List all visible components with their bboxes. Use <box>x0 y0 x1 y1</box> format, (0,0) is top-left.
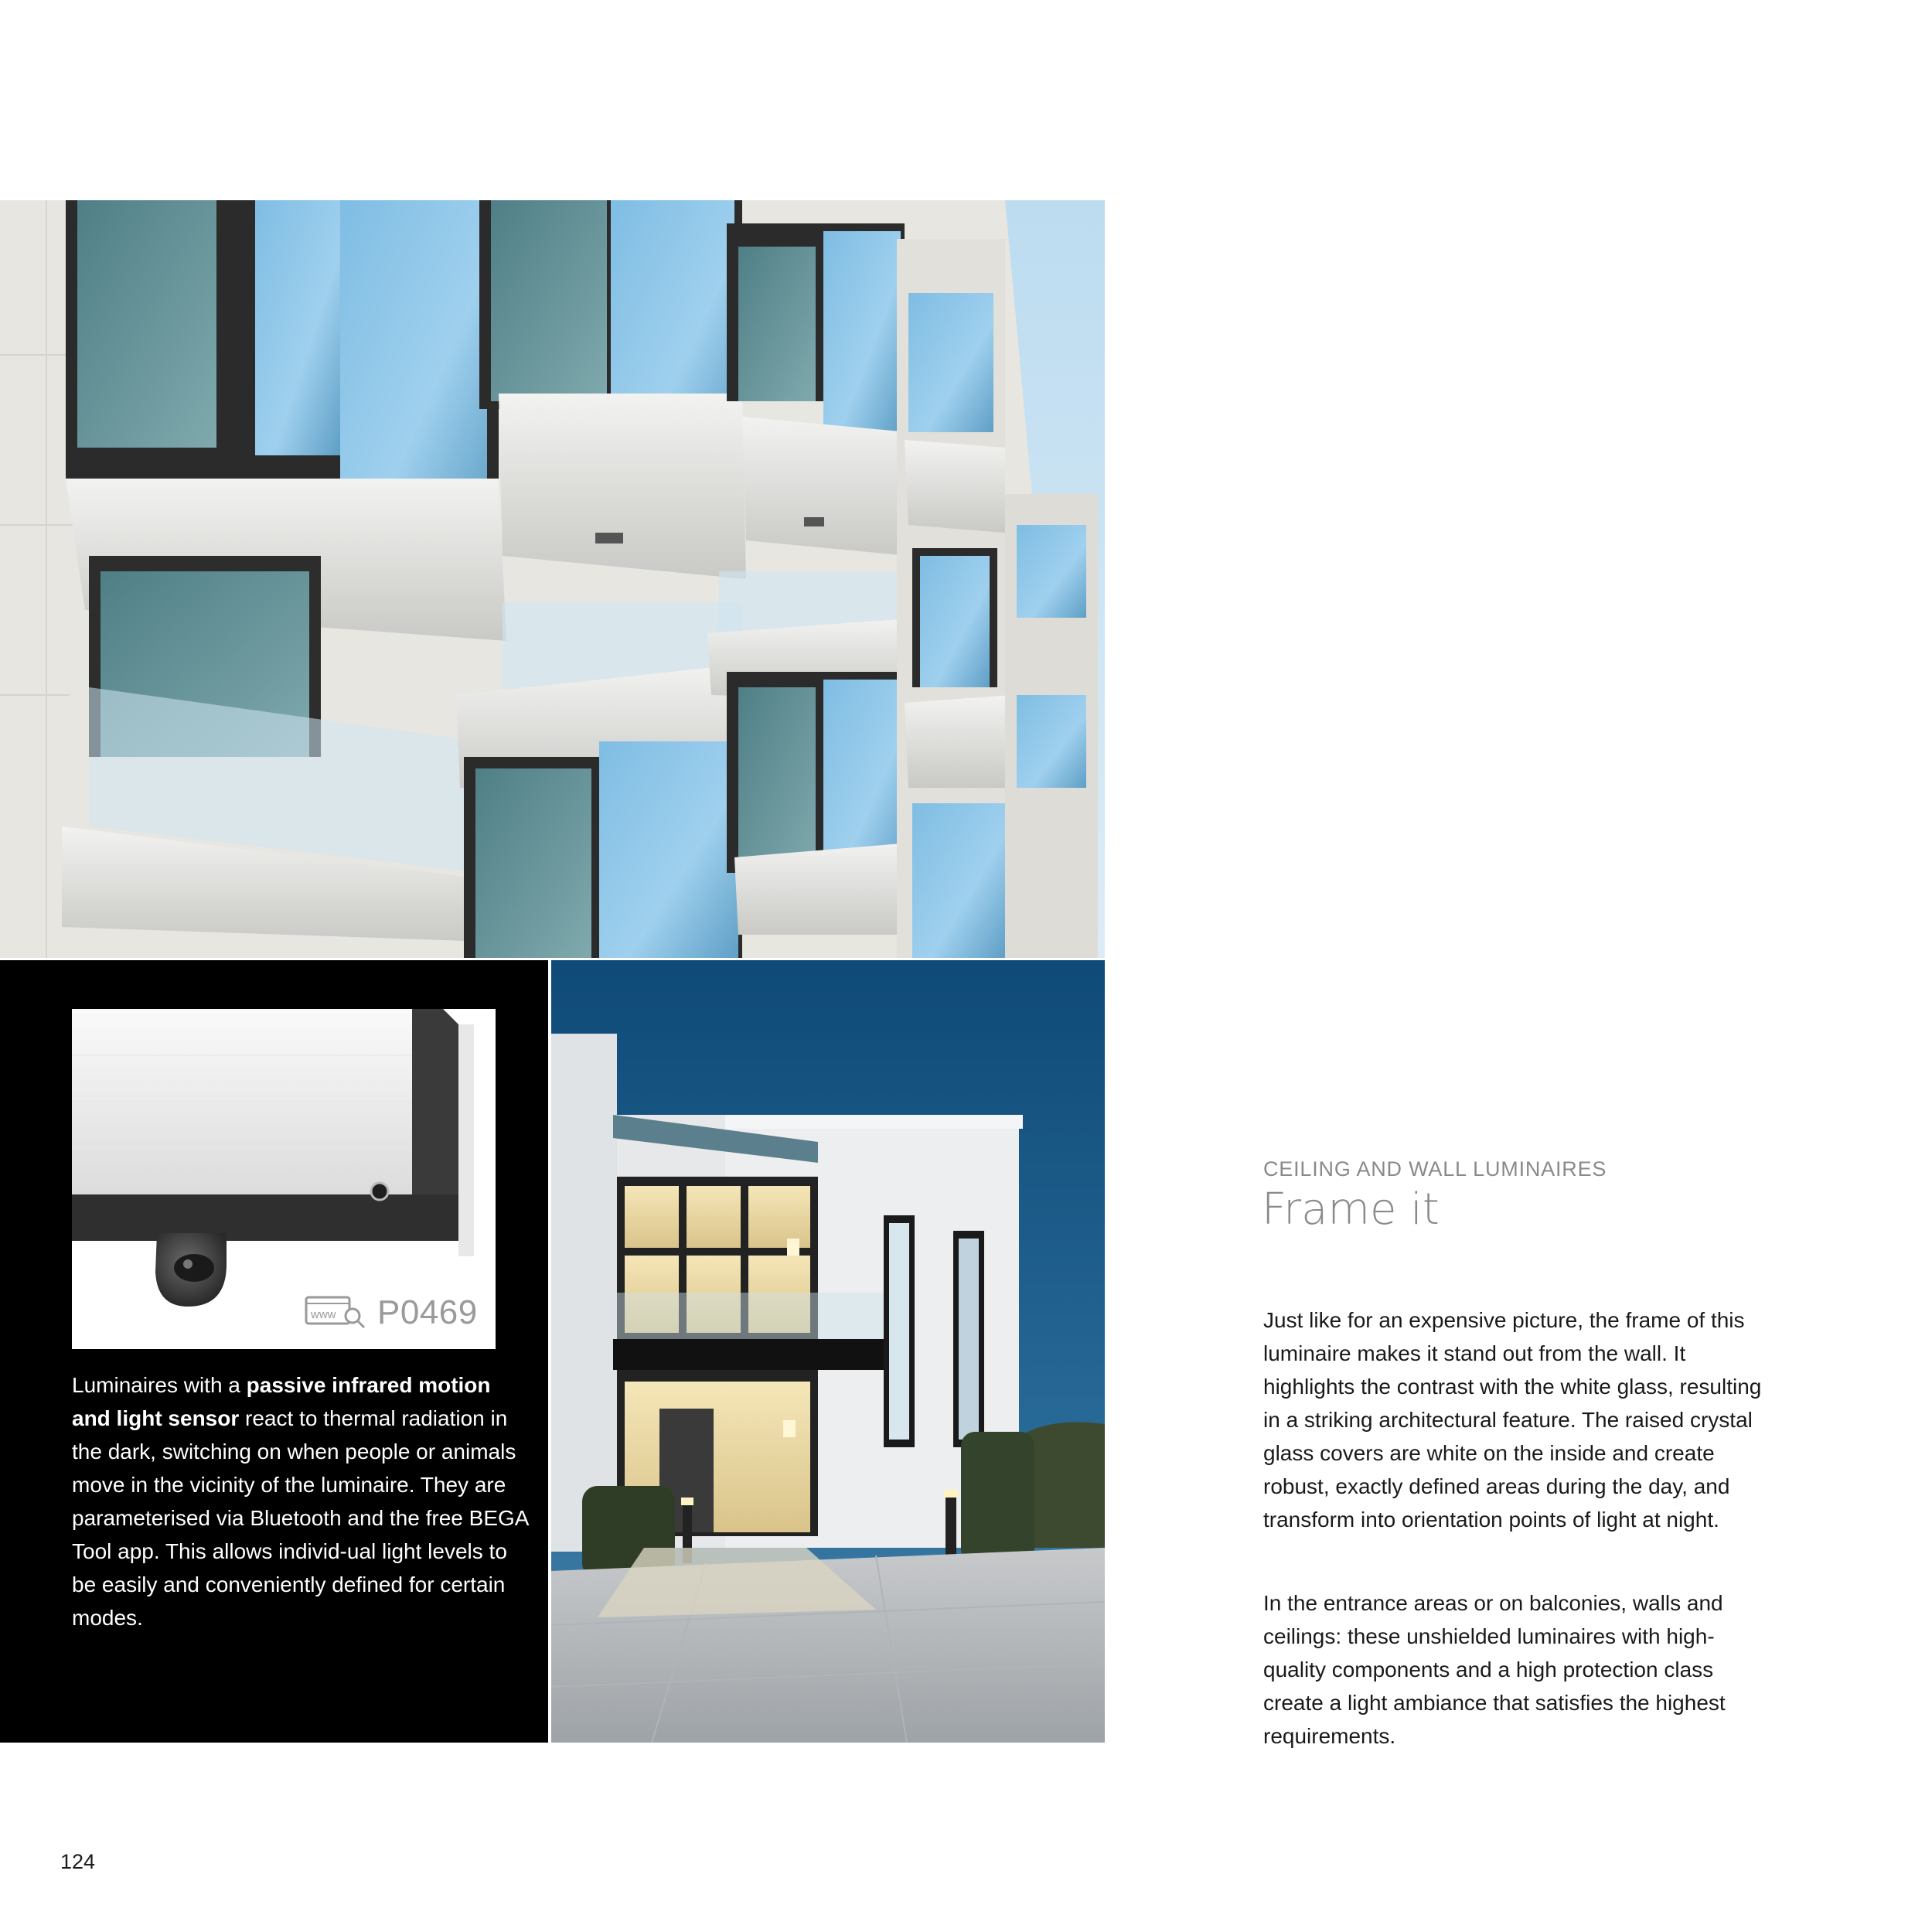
facade-illustration <box>0 200 1105 958</box>
product-code: P0469 <box>377 1293 478 1331</box>
section-title: Frame it <box>1262 1184 1440 1235</box>
product-code-reference <box>305 1291 478 1334</box>
page-number: 124 <box>60 1850 96 1873</box>
sensor-description-bold: passive infrared motion and light sensor <box>72 1373 491 1430</box>
www-search-icon <box>305 1293 366 1334</box>
facade-photo <box>0 200 1105 958</box>
dusk-building-illustration <box>551 960 1105 1743</box>
sensor-description-rest: react to thermal radiation in the dark, switching on when people or animals move in the vicinity of the luminaire. They are parameterised via Bluetooth and the free BEGA Tool app. This allows individ-ual light levels to be easily and conveniently defined for certain modes. <box>72 1406 528 1630</box>
sensor-description-lead: Luminaires with a <box>72 1373 247 1397</box>
dusk-building-photo <box>551 960 1105 1743</box>
sensor-description <box>72 1368 528 1634</box>
body-paragraph-1: Just like for an expensive picture, the frame of this luminaire makes it stand out from the wall. It highlights the contrast with the white glass, resulting in a striking architectural feature. The raised crystal glass covers are white on the inside and create robust, exactly defined areas during the day, and transform into orientation points of light at night. <box>1263 1308 1762 1532</box>
svg-text:www: www <box>311 1307 336 1321</box>
body-paragraph-2: In the entrance areas or on balconies, walls and ceilings: these unshielded luminaires with high-quality components and a high protection class create a light ambiance that satisfies the highest requirements. <box>1263 1591 1726 1748</box>
section-kicker: CEILING AND WALL LUMINAIRES <box>1263 1157 1607 1181</box>
